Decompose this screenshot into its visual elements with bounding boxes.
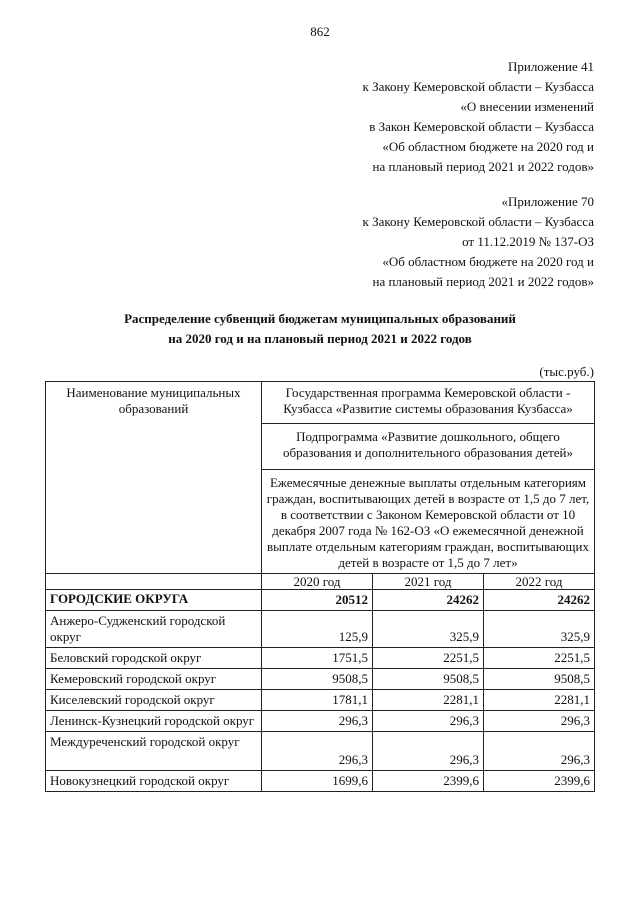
appendix-line: на плановый период 2021 и 2022 годов»	[372, 274, 594, 289]
year-header-2021: 2021 год	[372, 574, 483, 590]
value-2021: 325,9	[372, 611, 483, 648]
row-name: Ленинск-Кузнецкий городской округ	[46, 711, 262, 732]
value-2022: 325,9	[483, 611, 594, 648]
appendix-line: в Закон Кемеровской области – Кузбасса	[369, 119, 594, 134]
value-2020: 1751,5	[262, 648, 373, 669]
column-header-municipality: Наименование муниципальных образований	[46, 382, 262, 574]
value-2021: 2399,6	[372, 771, 483, 792]
year-header-2022: 2022 год	[483, 574, 594, 590]
appendix-line: «О внесении изменений	[460, 99, 594, 114]
table-row	[46, 771, 595, 792]
year-header-2020: 2020 год	[262, 574, 373, 590]
appendix-line: на плановый период 2021 и 2022 годов»	[372, 159, 594, 174]
row-name: Кемеровский городской округ	[46, 669, 262, 690]
table-row	[46, 732, 595, 771]
row-name: Киселевский городской округ	[46, 690, 262, 711]
table-row-total	[46, 590, 595, 611]
value-2021: 2281,1	[372, 690, 483, 711]
value-2020: 125,9	[262, 611, 373, 648]
value-2022: 2399,6	[483, 771, 594, 792]
appendix-line: к Закону Кемеровской области – Кузбасса	[362, 79, 594, 94]
row-name: ГОРОДСКИЕ ОКРУГА	[46, 590, 262, 611]
row-name: Беловский городской округ	[46, 648, 262, 669]
row-name: Анжеро-Судженский городской округ	[46, 611, 262, 648]
value-2022: 296,3	[483, 732, 594, 771]
empty-header-cell	[46, 574, 262, 590]
value-2021: 296,3	[372, 711, 483, 732]
appendix-line: «Приложение 70	[501, 194, 594, 209]
value-2020: 20512	[262, 590, 373, 611]
value-2021: 296,3	[372, 732, 483, 771]
table-row	[46, 611, 595, 648]
value-2022: 296,3	[483, 711, 594, 732]
units-label: (тыс.руб.)	[539, 364, 594, 379]
value-2020: 9508,5	[262, 669, 373, 690]
appendix-line: «Об областном бюджете на 2020 год и	[382, 139, 594, 154]
value-2021: 2251,5	[372, 648, 483, 669]
value-2020: 296,3	[262, 732, 373, 771]
page-number: 862	[310, 24, 330, 39]
appendix-line: от 11.12.2019 № 137-ОЗ	[462, 234, 594, 249]
table-row	[46, 669, 595, 690]
table-row	[46, 690, 595, 711]
appendix-line: Приложение 41	[507, 59, 594, 74]
table-row	[46, 648, 595, 669]
appendix-line: «Об областном бюджете на 2020 год и	[382, 254, 594, 269]
title-line-2: на 2020 год и на плановый период 2021 и 2022 годов	[168, 331, 472, 346]
appendix-header-original	[363, 192, 595, 292]
title-line-1: Распределение субвенций бюджетам муниципальных образований	[124, 311, 516, 326]
program-header: Государственная программа Кемеровской области - Кузбасса «Развитие системы образования Кузбасса»	[262, 382, 595, 424]
value-2020: 1699,6	[262, 771, 373, 792]
appendix-line: к Закону Кемеровской области – Кузбасса	[362, 214, 594, 229]
value-2022: 2281,1	[483, 690, 594, 711]
value-2022: 2251,5	[483, 648, 594, 669]
subprogram-header: Подпрограмма «Развитие дошкольного, общего образования и дополнительного образования детей»	[262, 424, 595, 470]
document-title	[0, 309, 640, 349]
value-2021: 24262	[372, 590, 483, 611]
value-2022: 24262	[483, 590, 594, 611]
row-name: Междуреченский городской округ	[46, 732, 262, 771]
appendix-header-current	[363, 57, 595, 177]
value-2020: 1781,1	[262, 690, 373, 711]
value-2022: 9508,5	[483, 669, 594, 690]
table-row	[46, 711, 595, 732]
subvention-table	[45, 381, 595, 792]
measure-header: Ежемесячные денежные выплаты отдельным категориям граждан, воспитывающих детей в возрасте от 1,5 до 7 лет, в соответствии с Законом Кемеровской области от 10 декабря 2007 года № 162-ОЗ «О ежемесячной денежной выплате отдельным категориям граждан, воспитывающих детей в возрасте от 1,5 до 7 лет»	[262, 470, 595, 574]
row-name: Новокузнецкий городской округ	[46, 771, 262, 792]
value-2020: 296,3	[262, 711, 373, 732]
value-2021: 9508,5	[372, 669, 483, 690]
